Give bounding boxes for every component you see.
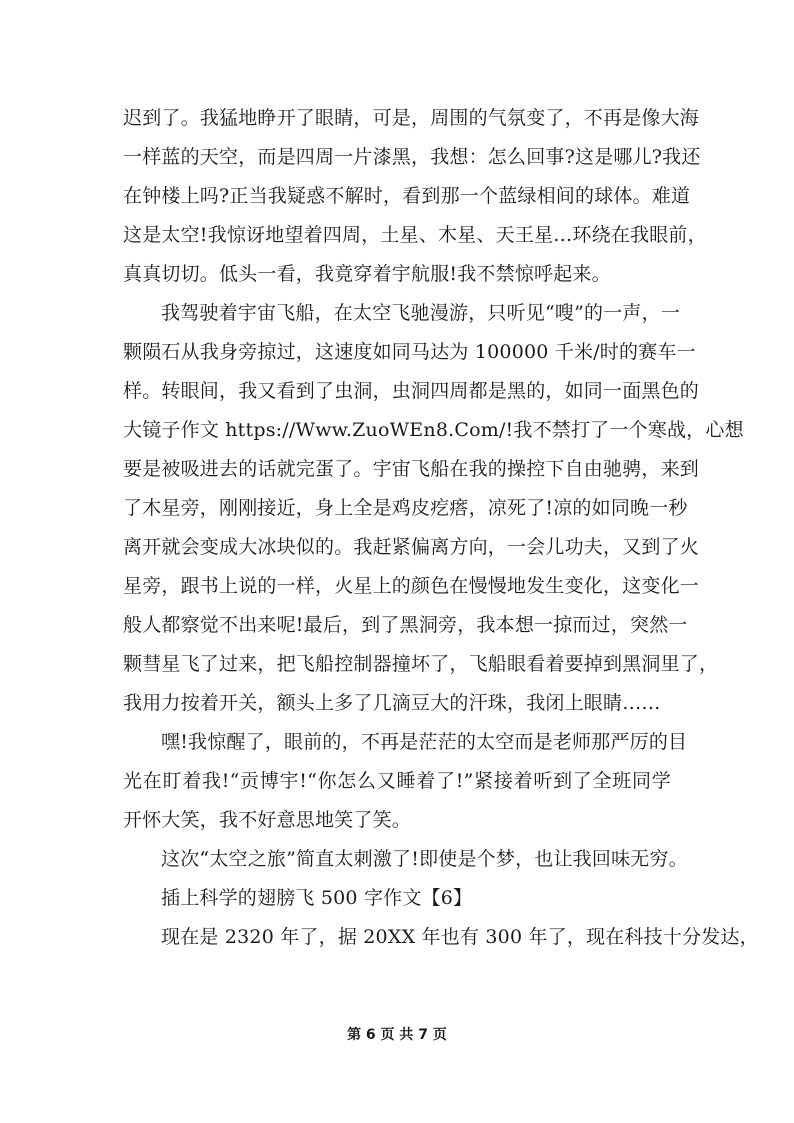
text-line-5: 真真切切。低头一看，我竟穿着宇航服!我不禁惊呼起来。 [123, 263, 611, 285]
text-line-16: 我用力按着开关，额头上多了几滴豆大的汗珠，我闭上眼睛…… [123, 692, 661, 714]
text-line-7: 颗陨石从我身旁掠过，这速度如同马达为 100000 千米/时的赛车一 [123, 341, 696, 363]
text-line-12: 离开就会变成大冰块似的。我赶紧偏离方向，一会儿功夫，又到了火 [123, 536, 700, 558]
text-line-22: 现在是 2320 年了，据 20XX 年也有 300 年了，现在科技十分发达， [161, 926, 759, 948]
text-line-4: 这是太空!我惊讶地望着四周，土星、木星、天王星…环绕在我眼前， [123, 224, 707, 246]
text-line-3: 在钟楼上吗?正当我疑惑不解时，看到那一个蓝绿相间的球体。难道 [123, 185, 691, 207]
text-line-10: 要是被吸进去的话就完蛋了。宇宙飞船在我的操控下自由驰骋，来到 [123, 458, 700, 480]
text-line-2: 一样蓝的天空，而是四周一片漆黑，我想：怎么回事?这是哪儿?我还 [123, 146, 701, 168]
text-line-9: 大镜子作文 https://Www.ZuoWEn8.Com/!我不禁打了一个寒战，心想 [123, 419, 744, 441]
text-line-8: 样。转眼间，我又看到了虫洞，虫洞四周都是黑的，如同一面黑色的 [123, 380, 700, 402]
text-line-14: 般人都察觉不出来呢!最后，到了黑洞旁，我本想一掠而过，突然一 [123, 614, 688, 636]
text-line-19: 开怀大笑，我不好意思地笑了笑。 [123, 809, 412, 831]
text-line-18: 光在盯着我!“贡博宇!“你怎么又睡着了!”紧接着听到了全班同学 [123, 770, 671, 792]
text-line-17: 嘿!我惊醒了，眼前的，不再是茫茫的太空而是老师那严厉的目 [161, 731, 688, 753]
text-line-6: 我驾驶着宇宙飞船，在太空飞驰漫游，只听见“嗖”的一声，一 [161, 302, 681, 324]
text-line-1: 迟到了。我猛地睁开了眼睛，可是，周围的气氛变了，不再是像大海 [123, 107, 700, 129]
text-line-15: 颗彗星飞了过来，把飞船控制器撞坏了，飞船眼看着要掉到黑洞里了， [123, 653, 719, 675]
text-line-11: 了木星旁，刚刚接近，身上全是鸡皮疙瘩，凉死了!凉的如同晚一秒 [123, 497, 688, 519]
page-footer [0, 1026, 794, 1044]
page-number-label: 第 6 页 共 7 页 [347, 1027, 447, 1043]
text-line-13: 星旁，跟书上说的一样，火星上的颜色在慢慢地发生变化，这变化一 [123, 575, 700, 597]
section-heading: 插上科学的翅膀飞 500 字作文【6】 [161, 887, 473, 909]
text-line-20: 这次“太空之旅”简直太刺激了!即使是个梦，也让我回味无穷。 [161, 848, 688, 870]
